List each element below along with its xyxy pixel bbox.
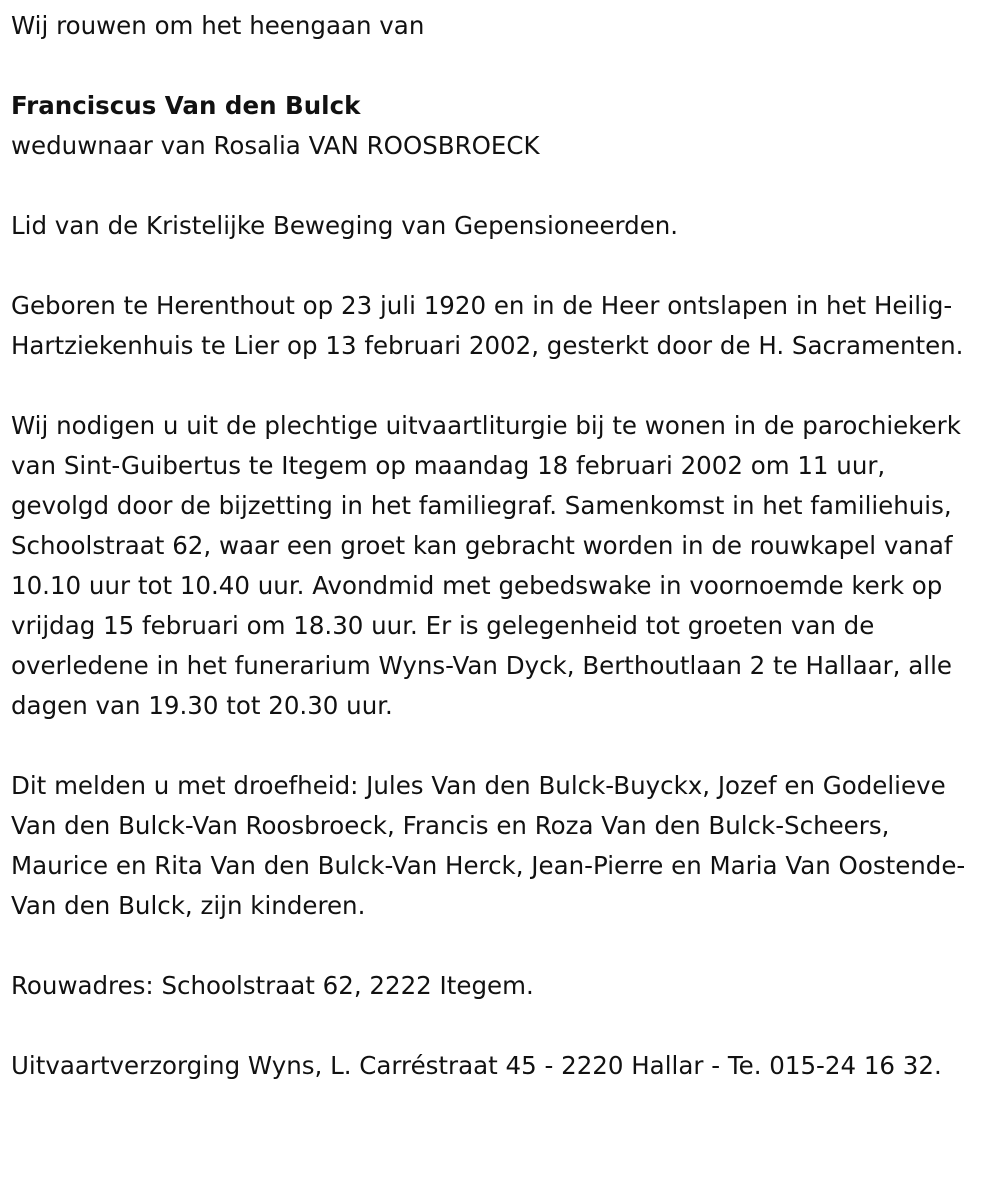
obituary-notice xyxy=(11,0,989,1080)
intro-line: Wij rouwen om het heengaan van xyxy=(11,11,425,40)
family-paragraph: Dit melden u met droefheid: Jules Van den Bulck-Buyckx, Jozef en Godelieve Van den Bulck-Van Roosbroeck, Francis en Roza Van den Bulck-Scheers, Maurice en Rita Van den Bulck-Van Herck, Jean-Pierre en Maria Van Oostende-Van den Bulck, zijn kinderen. xyxy=(11,771,966,920)
address-line: Rouwadres: Schoolstraat 62, 2222 Itegem. xyxy=(11,971,534,1000)
spouse-line: weduwnaar van Rosalia VAN ROOSBROECK xyxy=(11,131,540,160)
ceremony-paragraph: Wij nodigen u uit de plechtige uitvaartliturgie bij te wonen in de parochiekerk van Sint-Guibertus te Itegem op maandag 18 februari 2002 om 11 uur, gevolgd door de bijzetting in het familiegraf. Samenkomst in het familiehuis, Schoolstraat 62, waar een groet kan gebracht worden in de rouwkapel vanaf 10.10 uur tot 10.40 uur. Avondmid met gebedswake in voornoemde kerk op vrijdag 15 februari om 18.30 uur. Er is gelegenheid tot groeten van de overledene in het funerarium Wyns-Van Dyck, Berthoutlaan 2 te Hallaar, alle dagen van 19.30 tot 20.30 uur. xyxy=(11,411,961,720)
membership-line: Lid van de Kristelijke Beweging van Gepensioneerden. xyxy=(11,211,679,240)
birth-death-paragraph: Geboren te Herenthout op 23 juli 1920 en in de Heer ontslapen in het Heilig-Hartziekenhuis te Lier op 13 februari 2002, gesterkt door de H. Sacramenten. xyxy=(11,291,964,360)
undertaker-paragraph: Uitvaartverzorging Wyns, L. Carréstraat 45 - 2220 Hallar - Te. 015-24 16 32. xyxy=(11,1051,942,1080)
deceased-name: Franciscus Van den Bulck xyxy=(11,91,361,120)
